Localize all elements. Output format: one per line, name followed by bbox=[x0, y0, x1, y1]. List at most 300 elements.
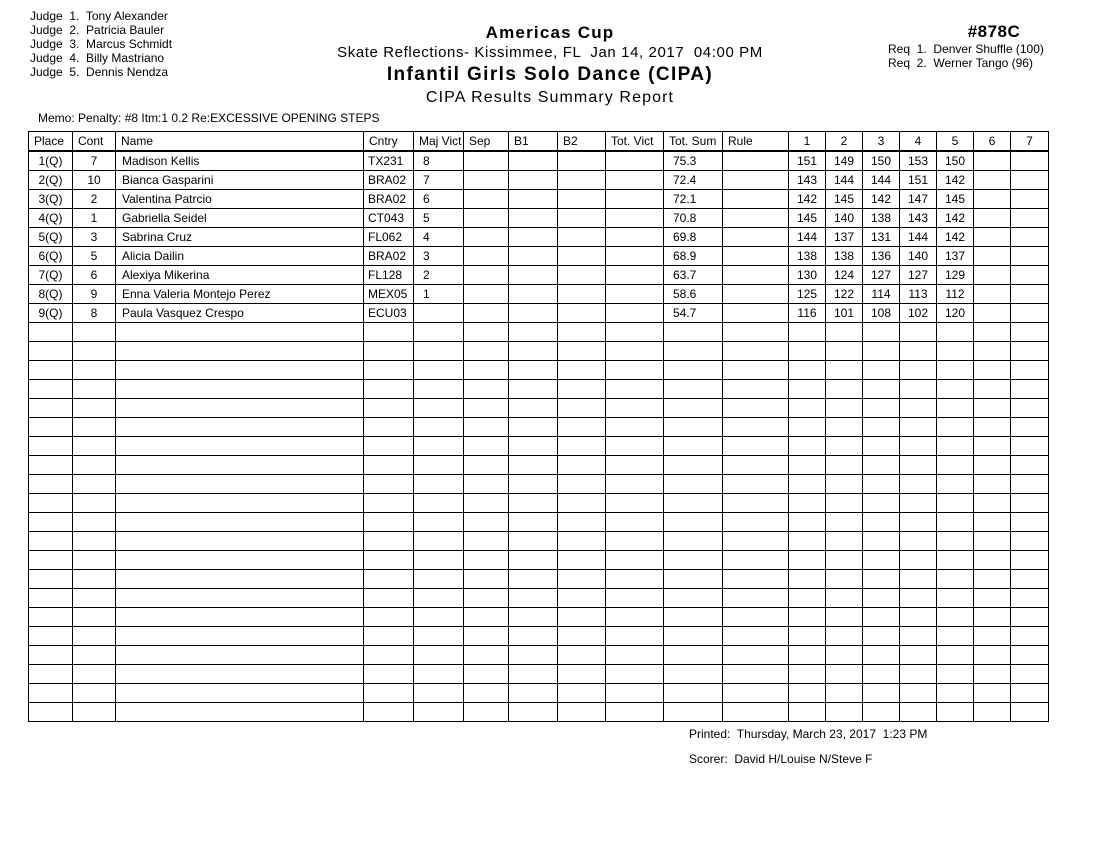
cell bbox=[29, 684, 73, 703]
cell bbox=[464, 437, 509, 456]
cell bbox=[509, 209, 558, 228]
cell bbox=[900, 627, 937, 646]
cell bbox=[509, 380, 558, 399]
cell bbox=[863, 342, 900, 361]
cell bbox=[364, 361, 414, 380]
cell bbox=[73, 684, 116, 703]
empty-row bbox=[29, 627, 1049, 646]
cell bbox=[414, 342, 464, 361]
cell bbox=[364, 684, 414, 703]
cell bbox=[900, 475, 937, 494]
cell bbox=[29, 703, 73, 722]
cell bbox=[900, 684, 937, 703]
cell: 144 bbox=[863, 171, 900, 190]
cell bbox=[863, 665, 900, 684]
cell bbox=[974, 266, 1011, 285]
cell bbox=[863, 703, 900, 722]
cell bbox=[826, 494, 863, 513]
cell bbox=[826, 551, 863, 570]
empty-row bbox=[29, 456, 1049, 475]
cell bbox=[414, 646, 464, 665]
cell: 149 bbox=[826, 151, 863, 171]
cell bbox=[606, 456, 664, 475]
cell: 2 bbox=[414, 266, 464, 285]
cell bbox=[364, 513, 414, 532]
cell bbox=[863, 418, 900, 437]
cell: 9 bbox=[73, 285, 116, 304]
cell bbox=[29, 494, 73, 513]
cell bbox=[558, 190, 606, 209]
cell: 5 bbox=[414, 209, 464, 228]
cell bbox=[464, 228, 509, 247]
cell bbox=[464, 342, 509, 361]
column-header: 1 bbox=[789, 132, 826, 152]
cell: 127 bbox=[900, 266, 937, 285]
cell bbox=[73, 437, 116, 456]
cell: 138 bbox=[826, 247, 863, 266]
cell bbox=[606, 437, 664, 456]
cell bbox=[974, 665, 1011, 684]
report-title: CIPA Results Summary Report bbox=[425, 89, 675, 106]
cell bbox=[414, 627, 464, 646]
cell bbox=[826, 646, 863, 665]
cell bbox=[116, 570, 364, 589]
cell bbox=[900, 608, 937, 627]
cell bbox=[606, 684, 664, 703]
cell bbox=[937, 532, 974, 551]
cell bbox=[723, 323, 789, 342]
cell bbox=[1011, 418, 1049, 437]
cell bbox=[900, 646, 937, 665]
cell bbox=[1011, 589, 1049, 608]
cell bbox=[464, 475, 509, 494]
cell bbox=[900, 494, 937, 513]
cell bbox=[723, 608, 789, 627]
cell bbox=[826, 456, 863, 475]
cell bbox=[974, 171, 1011, 190]
cell bbox=[29, 646, 73, 665]
cell bbox=[789, 342, 826, 361]
cell bbox=[664, 551, 723, 570]
cell bbox=[826, 323, 863, 342]
cell: 75.3 bbox=[664, 151, 723, 171]
cell bbox=[606, 418, 664, 437]
cell bbox=[1011, 380, 1049, 399]
cell: 112 bbox=[937, 285, 974, 304]
cell bbox=[723, 513, 789, 532]
cell bbox=[606, 190, 664, 209]
cell bbox=[509, 285, 558, 304]
cell: Bianca Gasparini bbox=[116, 171, 364, 190]
cell bbox=[664, 323, 723, 342]
cell bbox=[826, 418, 863, 437]
cell: 150 bbox=[937, 151, 974, 171]
cell bbox=[29, 627, 73, 646]
cell bbox=[789, 703, 826, 722]
cell bbox=[464, 380, 509, 399]
cell bbox=[606, 399, 664, 418]
column-header: Name bbox=[116, 132, 364, 152]
empty-row bbox=[29, 342, 1049, 361]
cell: BRA02 bbox=[364, 247, 414, 266]
cell bbox=[364, 456, 414, 475]
cell bbox=[414, 570, 464, 589]
cell bbox=[464, 285, 509, 304]
cell bbox=[826, 513, 863, 532]
cell bbox=[863, 437, 900, 456]
cell bbox=[29, 342, 73, 361]
cell bbox=[558, 342, 606, 361]
cell: 129 bbox=[937, 266, 974, 285]
cell: 5 bbox=[73, 247, 116, 266]
cell bbox=[723, 247, 789, 266]
cell bbox=[1011, 627, 1049, 646]
cell bbox=[558, 228, 606, 247]
cell: 125 bbox=[789, 285, 826, 304]
cell bbox=[414, 437, 464, 456]
event-title: Infantil Girls Solo Dance (CIPA) bbox=[386, 64, 714, 85]
cell bbox=[900, 532, 937, 551]
cell bbox=[937, 513, 974, 532]
cell bbox=[974, 323, 1011, 342]
result-row bbox=[29, 304, 1049, 323]
cell bbox=[900, 665, 937, 684]
cell bbox=[937, 494, 974, 513]
cell bbox=[116, 589, 364, 608]
cell bbox=[1011, 684, 1049, 703]
cell bbox=[558, 285, 606, 304]
judge-line: Judge 3. Marcus Schmidt bbox=[30, 37, 173, 51]
empty-row bbox=[29, 513, 1049, 532]
cell bbox=[558, 380, 606, 399]
cell bbox=[937, 456, 974, 475]
cell bbox=[558, 399, 606, 418]
cell: Alicia Dailin bbox=[116, 247, 364, 266]
cell bbox=[937, 551, 974, 570]
cell: 68.9 bbox=[664, 247, 723, 266]
judge-line: Judge 4. Billy Mastriano bbox=[30, 51, 165, 65]
cell bbox=[1011, 437, 1049, 456]
cell: Enna Valeria Montejo Perez bbox=[116, 285, 364, 304]
cell bbox=[364, 532, 414, 551]
cell bbox=[723, 551, 789, 570]
cell bbox=[606, 570, 664, 589]
cell bbox=[606, 209, 664, 228]
empty-row bbox=[29, 532, 1049, 551]
cell: 101 bbox=[826, 304, 863, 323]
cell bbox=[558, 418, 606, 437]
cell bbox=[364, 494, 414, 513]
cell bbox=[558, 513, 606, 532]
cell bbox=[863, 323, 900, 342]
cell bbox=[1011, 361, 1049, 380]
cell: CT043 bbox=[364, 209, 414, 228]
cell bbox=[414, 551, 464, 570]
requirement-line: Req 1. Denver Shuffle (100) bbox=[888, 42, 1044, 56]
cell bbox=[464, 266, 509, 285]
cell bbox=[464, 551, 509, 570]
cell bbox=[723, 665, 789, 684]
cell bbox=[414, 589, 464, 608]
cell bbox=[723, 437, 789, 456]
cell bbox=[509, 684, 558, 703]
cell bbox=[558, 171, 606, 190]
cell bbox=[900, 342, 937, 361]
cell bbox=[558, 266, 606, 285]
cell bbox=[606, 361, 664, 380]
cell bbox=[723, 646, 789, 665]
cell bbox=[974, 437, 1011, 456]
requirement-line: Req 2. Werner Tango (96) bbox=[888, 56, 1033, 70]
cell bbox=[937, 342, 974, 361]
cell: 1 bbox=[414, 285, 464, 304]
cell bbox=[464, 171, 509, 190]
cell: Madison Kellis bbox=[116, 151, 364, 171]
cell bbox=[116, 646, 364, 665]
cell bbox=[863, 513, 900, 532]
empty-row bbox=[29, 418, 1049, 437]
empty-row bbox=[29, 323, 1049, 342]
cell bbox=[364, 437, 414, 456]
cell bbox=[723, 171, 789, 190]
cell: 69.8 bbox=[664, 228, 723, 247]
cell bbox=[558, 361, 606, 380]
cell bbox=[464, 247, 509, 266]
cell bbox=[558, 684, 606, 703]
cell: 8 bbox=[73, 304, 116, 323]
cell bbox=[414, 684, 464, 703]
cell bbox=[937, 589, 974, 608]
cell bbox=[826, 361, 863, 380]
cell bbox=[364, 323, 414, 342]
cell bbox=[900, 703, 937, 722]
cell bbox=[900, 361, 937, 380]
cell bbox=[826, 703, 863, 722]
cell bbox=[558, 570, 606, 589]
cell bbox=[974, 247, 1011, 266]
cell: 144 bbox=[826, 171, 863, 190]
cell bbox=[558, 323, 606, 342]
cell bbox=[606, 494, 664, 513]
result-row bbox=[29, 228, 1049, 247]
cell bbox=[29, 418, 73, 437]
cell bbox=[664, 627, 723, 646]
cell bbox=[1011, 665, 1049, 684]
empty-row bbox=[29, 589, 1049, 608]
cell bbox=[73, 570, 116, 589]
cell: 4(Q) bbox=[29, 209, 73, 228]
cell bbox=[29, 399, 73, 418]
cell bbox=[509, 418, 558, 437]
cell bbox=[606, 380, 664, 399]
cell bbox=[1011, 266, 1049, 285]
cell bbox=[664, 570, 723, 589]
cell bbox=[863, 380, 900, 399]
cell bbox=[509, 703, 558, 722]
cell bbox=[509, 151, 558, 171]
cell bbox=[900, 323, 937, 342]
cell: 145 bbox=[937, 190, 974, 209]
cell bbox=[464, 323, 509, 342]
event-number: #878C bbox=[967, 22, 1021, 41]
cell bbox=[464, 532, 509, 551]
cell bbox=[116, 399, 364, 418]
cell bbox=[789, 380, 826, 399]
cell: FL128 bbox=[364, 266, 414, 285]
cell bbox=[509, 589, 558, 608]
cell: MEX05 bbox=[364, 285, 414, 304]
cell bbox=[1011, 323, 1049, 342]
cell bbox=[863, 532, 900, 551]
cell bbox=[116, 456, 364, 475]
cell: 63.7 bbox=[664, 266, 723, 285]
cell bbox=[937, 684, 974, 703]
cell bbox=[723, 228, 789, 247]
cell bbox=[414, 665, 464, 684]
cell bbox=[937, 627, 974, 646]
cell bbox=[116, 475, 364, 494]
cell bbox=[937, 570, 974, 589]
cell bbox=[558, 304, 606, 323]
result-row bbox=[29, 285, 1049, 304]
cell bbox=[664, 608, 723, 627]
cell bbox=[73, 646, 116, 665]
cell: 124 bbox=[826, 266, 863, 285]
cell: BRA02 bbox=[364, 190, 414, 209]
cell bbox=[29, 513, 73, 532]
cell: 145 bbox=[789, 209, 826, 228]
cell: 2 bbox=[73, 190, 116, 209]
judge-line: Judge 2. Patricia Bauler bbox=[30, 23, 165, 37]
cell bbox=[606, 627, 664, 646]
cell bbox=[974, 608, 1011, 627]
cell bbox=[900, 456, 937, 475]
cell bbox=[974, 151, 1011, 171]
cell bbox=[1011, 551, 1049, 570]
cell bbox=[606, 342, 664, 361]
cell bbox=[1011, 456, 1049, 475]
cell bbox=[606, 513, 664, 532]
cell: 4 bbox=[414, 228, 464, 247]
cell bbox=[664, 361, 723, 380]
cell bbox=[789, 570, 826, 589]
cell bbox=[606, 323, 664, 342]
empty-row bbox=[29, 361, 1049, 380]
cell bbox=[414, 304, 464, 323]
column-header: Tot. Sum bbox=[664, 132, 723, 152]
cell bbox=[1011, 494, 1049, 513]
cell bbox=[464, 665, 509, 684]
cell bbox=[937, 475, 974, 494]
cell bbox=[414, 380, 464, 399]
printed-line: Printed: Thursday, March 23, 2017 1:23 PM bbox=[689, 727, 928, 741]
cell bbox=[606, 285, 664, 304]
cell: 8(Q) bbox=[29, 285, 73, 304]
cell bbox=[937, 437, 974, 456]
cell bbox=[826, 342, 863, 361]
cell bbox=[974, 456, 1011, 475]
cell: 9(Q) bbox=[29, 304, 73, 323]
cell: Alexiya Mikerina bbox=[116, 266, 364, 285]
cell bbox=[863, 646, 900, 665]
cell bbox=[937, 323, 974, 342]
cell bbox=[974, 684, 1011, 703]
cell bbox=[664, 437, 723, 456]
cell bbox=[509, 646, 558, 665]
cell bbox=[974, 627, 1011, 646]
cell bbox=[723, 456, 789, 475]
cell bbox=[509, 342, 558, 361]
cell bbox=[974, 646, 1011, 665]
cell bbox=[723, 361, 789, 380]
cell bbox=[116, 627, 364, 646]
column-header: B1 bbox=[509, 132, 558, 152]
cell bbox=[606, 266, 664, 285]
cell bbox=[974, 399, 1011, 418]
cell bbox=[364, 380, 414, 399]
cell: 137 bbox=[826, 228, 863, 247]
cell bbox=[664, 418, 723, 437]
cell bbox=[1011, 304, 1049, 323]
cell bbox=[73, 456, 116, 475]
cell bbox=[116, 494, 364, 513]
cell bbox=[73, 703, 116, 722]
judge-line: Judge 1. Tony Alexander bbox=[30, 9, 168, 23]
cell bbox=[414, 456, 464, 475]
cell bbox=[974, 190, 1011, 209]
cell: 3 bbox=[73, 228, 116, 247]
cell bbox=[1011, 190, 1049, 209]
cell bbox=[509, 627, 558, 646]
cell bbox=[414, 399, 464, 418]
cell bbox=[73, 361, 116, 380]
cell bbox=[364, 703, 414, 722]
cell bbox=[900, 380, 937, 399]
cell: 114 bbox=[863, 285, 900, 304]
cell bbox=[414, 608, 464, 627]
cell bbox=[464, 209, 509, 228]
cell bbox=[509, 190, 558, 209]
cell bbox=[116, 323, 364, 342]
results-table bbox=[28, 131, 1049, 722]
cell bbox=[464, 151, 509, 171]
empty-row bbox=[29, 551, 1049, 570]
cell bbox=[723, 418, 789, 437]
cell bbox=[606, 171, 664, 190]
cell bbox=[789, 513, 826, 532]
result-row bbox=[29, 209, 1049, 228]
cell bbox=[73, 475, 116, 494]
cell: 145 bbox=[826, 190, 863, 209]
cell bbox=[723, 627, 789, 646]
cell: ECU03 bbox=[364, 304, 414, 323]
cell bbox=[789, 437, 826, 456]
cell bbox=[723, 209, 789, 228]
cell bbox=[900, 513, 937, 532]
cell bbox=[414, 513, 464, 532]
cell bbox=[1011, 513, 1049, 532]
venue-date-line: Skate Reflections- Kissimmee, FL Jan 14, 2017 04:00 PM bbox=[337, 44, 763, 61]
cell bbox=[558, 151, 606, 171]
cell: 131 bbox=[863, 228, 900, 247]
cell bbox=[606, 247, 664, 266]
cell bbox=[606, 475, 664, 494]
cell bbox=[558, 532, 606, 551]
cell bbox=[974, 589, 1011, 608]
event-info-block bbox=[888, 22, 1098, 70]
cell: 2(Q) bbox=[29, 171, 73, 190]
cell bbox=[826, 608, 863, 627]
